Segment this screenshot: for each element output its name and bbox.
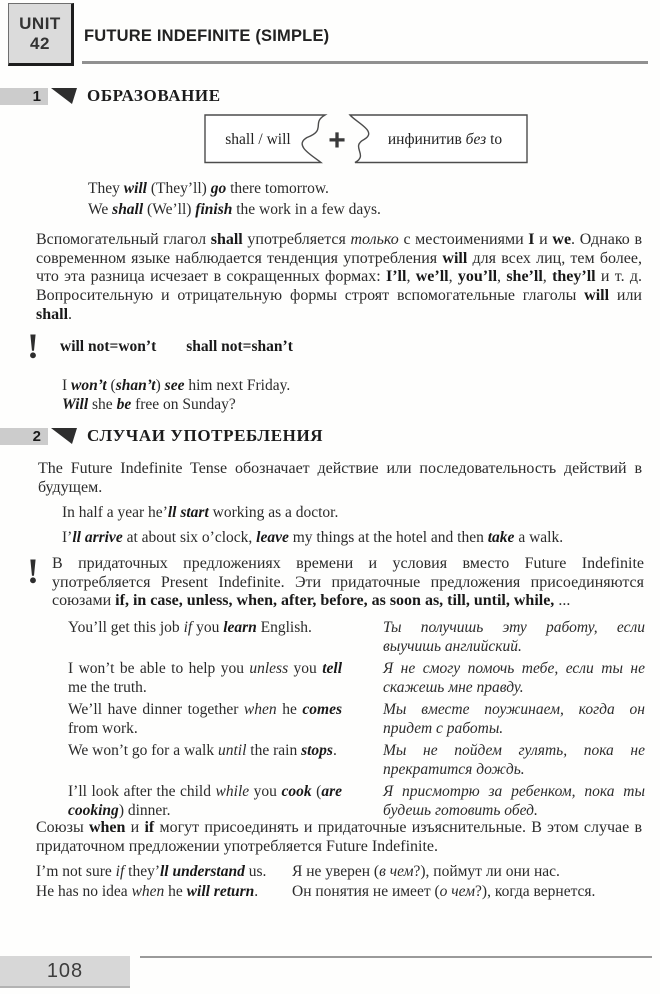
example-pairs-table xyxy=(68,619,645,820)
formula-right-label xyxy=(388,131,502,148)
header-rule xyxy=(82,61,648,64)
formation-note-paragraph: Вспомогательный глагол shall употребляется только с местоимениями I и we. Однако в современном языке наблюдается тенденция употребления will для всех лиц, тем более, что эта разница исчезает в сокращенных формах: I’ll, we’ll, you’ll, she’ll, they’ll и т. д. Вопросительную и отрицательную формы строят вспомогательные глаголы will или shall. xyxy=(36,231,643,323)
warning-example-line: I won’t (shan’t) see him next Friday. xyxy=(62,377,291,394)
formation-example-line: We shall (We’ll) finish the work in a few days. xyxy=(88,201,381,218)
pair-russian-cell: Я присмотрю за ребенком, пока ты будешь готовить обед. xyxy=(383,783,645,819)
section-number-bar xyxy=(0,428,48,445)
pair-row xyxy=(68,783,645,820)
pair-english-cell: I’m not sure if they’ll understand us. xyxy=(36,863,267,880)
unit-label: UNIT xyxy=(19,13,61,33)
clause-warning-paragraph: В придаточных предложениях времени и условия вместо Future Indefinite употребляется Present Indefinite. Эти придаточные предложения присоединяются союзами if, in case, unless, when, after, before, as soon as, till, until, while, ... xyxy=(52,555,644,610)
contractions-row xyxy=(60,338,293,356)
contraction-wont: will not=won’t xyxy=(60,338,157,355)
pair-russian-cell: Мы не пойдем гулять, пока не прекратится дождь. xyxy=(383,742,645,778)
pair-english-cell: He has no idea when he will return. xyxy=(36,883,259,900)
plus-icon: + xyxy=(328,124,346,157)
section-title: ОБРАЗОВАНИЕ xyxy=(87,86,221,105)
pair-english-cell: We’ll have dinner together when he comes from work. xyxy=(68,701,342,737)
pair-english-cell: I won’t be able to help you unless you tell me the truth. xyxy=(68,660,343,696)
pair-russian-cell: Я не смогу помочь тебе, если ты не скажешь мне правду. xyxy=(383,660,645,696)
object-clause-row xyxy=(36,882,646,901)
pair-row xyxy=(68,619,645,656)
section-1-header xyxy=(0,87,221,105)
page-number: 108 xyxy=(46,959,84,982)
pair-russian-cell: Ты получишь эту работу, если выучишь английский. xyxy=(383,619,645,655)
section-number: 2 xyxy=(32,427,41,445)
formula-diagram xyxy=(198,110,542,173)
conjunction-note-paragraph: Союзы when и if могут присоединять и придаточные изъяснительные. В этом случае в придаточном предложении употребляется Future Indefinite. xyxy=(36,819,643,855)
usage-example-line: I’ll arrive at about six o’clock, leave my things at the hotel and then take a walk. xyxy=(62,529,564,546)
section-flag-icon xyxy=(51,428,77,445)
usage-example-line: In half a year he’ll start working as a doctor. xyxy=(62,504,339,521)
page-number-box xyxy=(0,956,130,988)
pair-row xyxy=(68,742,645,779)
warning-examples xyxy=(62,376,290,414)
unit-number: 42 xyxy=(30,33,50,53)
pair-russian-cell: Он понятия не имеет (о чем?), когда вернется. xyxy=(292,883,596,900)
usage-intro-paragraph: The Future Indefinite Tense обозначает действие или последовательность действий в будущем. xyxy=(38,460,642,496)
section-title: СЛУЧАИ УПОТРЕБЛЕНИЯ xyxy=(87,426,324,445)
unit-badge xyxy=(8,3,74,66)
exclamation-icon: ! xyxy=(27,326,39,366)
footer-rule xyxy=(140,956,652,958)
section-flag-icon xyxy=(51,88,77,105)
pair-english-cell: We won’t go for a walk until the rain stops. xyxy=(68,742,337,759)
section-number: 1 xyxy=(32,87,41,105)
pair-row xyxy=(68,701,645,738)
pair-russian-cell: Я не уверен (в чем?), поймут ли они нас. xyxy=(292,863,560,880)
formula-left-label: shall / will xyxy=(225,131,291,148)
pair-english-cell: I’ll look after the child while you cook (are cooking) dinner. xyxy=(68,783,343,819)
section-number-bar xyxy=(0,88,48,105)
formula-right-pre: инфинитив xyxy=(387,131,466,148)
pair-row xyxy=(68,660,645,697)
formula-right-post: to xyxy=(486,131,503,148)
object-clause-table xyxy=(36,862,646,901)
page-title: FUTURE INDEFINITE (SIMPLE) xyxy=(84,27,330,45)
contraction-shant: shall not=shan’t xyxy=(186,338,293,355)
pair-russian-cell: Мы вместе поужинаем, когда он придет с работы. xyxy=(383,701,645,737)
formula-shapes xyxy=(198,110,542,168)
warning-example-line: Will she be free on Sunday? xyxy=(62,396,236,413)
formation-example-line: They will (They’ll) go there tomorrow. xyxy=(88,180,329,197)
section-2-header xyxy=(0,427,323,445)
object-clause-row xyxy=(36,862,646,881)
pair-english-cell: You’ll get this job if you learn English. xyxy=(68,619,312,636)
formula-right-italic: без xyxy=(465,131,487,148)
formation-examples xyxy=(88,178,381,220)
exclamation-icon: ! xyxy=(27,551,39,591)
